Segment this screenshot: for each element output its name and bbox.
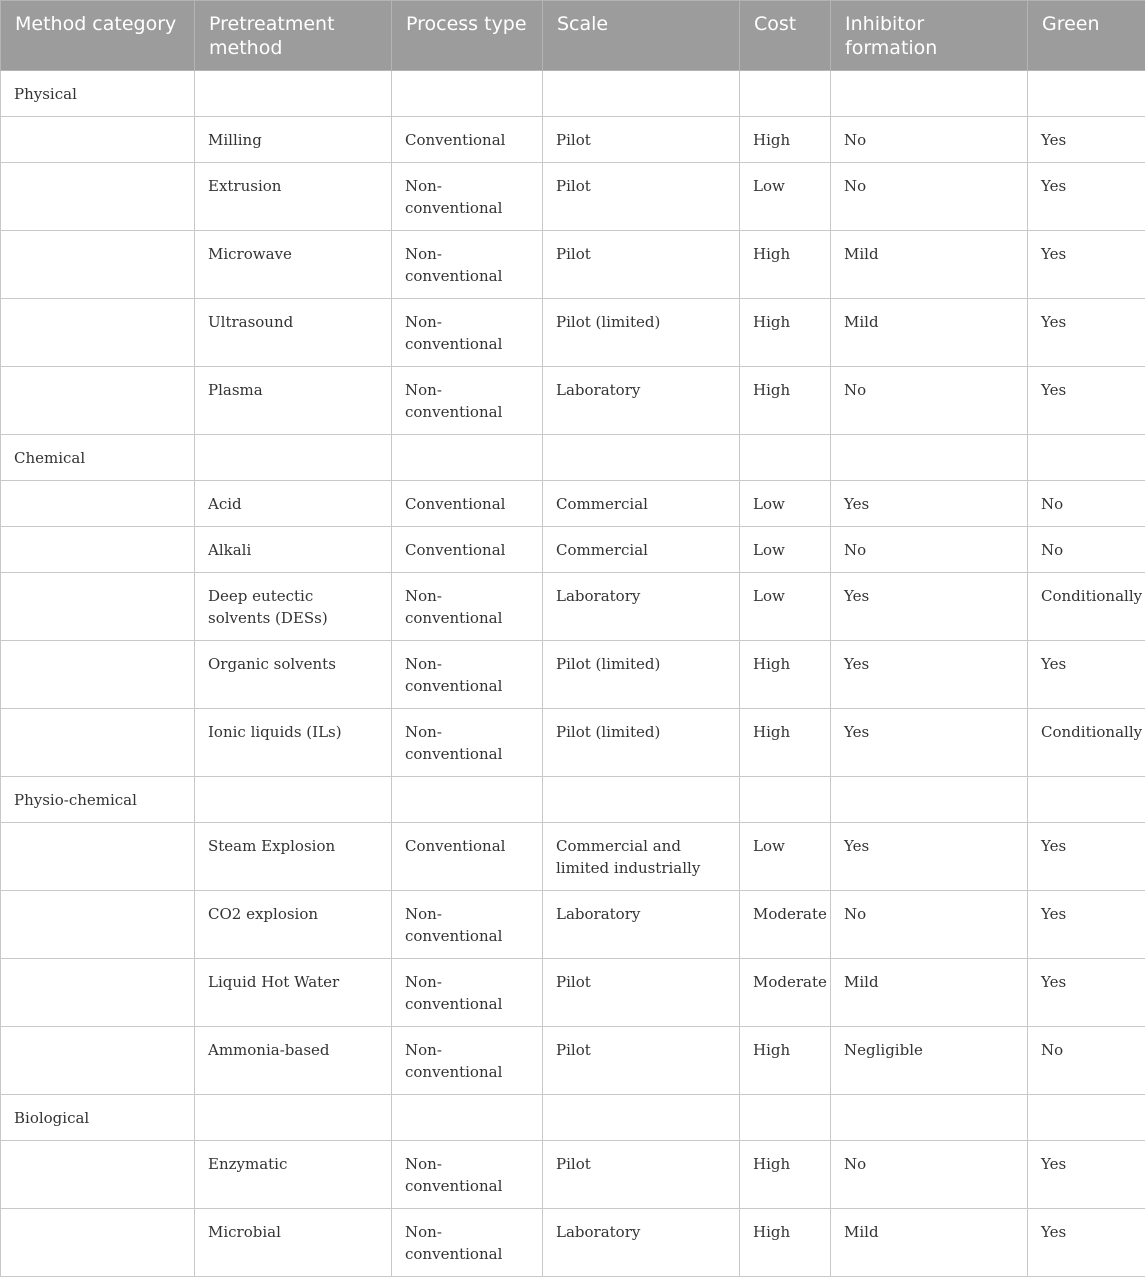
header-scale — [543, 1, 740, 71]
cell-green: No — [1028, 527, 1145, 573]
cell-scale: Commercial — [543, 527, 740, 573]
header-label-line-2: method — [209, 37, 282, 59]
cell-method-category: Physio-chemical — [1, 777, 195, 823]
cell-pretreatment-method: Extrusion — [195, 163, 392, 231]
table-row — [1, 709, 1145, 777]
cell-process-type: Non-conventional — [392, 1209, 543, 1277]
cell-green: Yes — [1028, 163, 1145, 231]
cell-green: Conditionally — [1028, 573, 1145, 641]
cell-process-type — [392, 71, 543, 117]
cell-green — [1028, 71, 1145, 117]
table-header — [1, 1, 1145, 71]
cell-method-category — [1, 1209, 195, 1277]
table-row — [1, 891, 1145, 959]
cell-green: Conditionally — [1028, 709, 1145, 777]
table-row — [1, 1027, 1145, 1095]
cell-pretreatment-method: Acid — [195, 481, 392, 527]
cell-process-type: Non-conventional — [392, 1141, 543, 1209]
table-row — [1, 1141, 1145, 1209]
category-row — [1, 435, 1145, 481]
cell-method-category: Physical — [1, 71, 195, 117]
cell-process-type: Non-conventional — [392, 163, 543, 231]
category-row — [1, 1095, 1145, 1141]
cell-process-type — [392, 435, 543, 481]
cell-inhibitor-formation: Mild — [831, 1209, 1028, 1277]
cell-method-category — [1, 163, 195, 231]
cell-pretreatment-method: Microbial — [195, 1209, 392, 1277]
cell-cost: High — [740, 1141, 831, 1209]
cell-method-category — [1, 117, 195, 163]
cell-inhibitor-formation — [831, 777, 1028, 823]
cell-method-category — [1, 481, 195, 527]
cell-inhibitor-formation: Yes — [831, 823, 1028, 891]
cell-green: Yes — [1028, 959, 1145, 1027]
table-row — [1, 527, 1145, 573]
table-row — [1, 231, 1145, 299]
cell-scale: Pilot (limited) — [543, 299, 740, 367]
cell-process-type: Non-conventional — [392, 1027, 543, 1095]
cell-inhibitor-formation — [831, 71, 1028, 117]
cell-green: Yes — [1028, 1209, 1145, 1277]
cell-green: Yes — [1028, 117, 1145, 163]
header-row — [1, 1, 1145, 71]
cell-scale: Commercial — [543, 481, 740, 527]
cell-green: Yes — [1028, 1141, 1145, 1209]
cell-scale: Pilot — [543, 163, 740, 231]
cell-process-type: Conventional — [392, 481, 543, 527]
cell-method-category: Chemical — [1, 435, 195, 481]
cell-method-category — [1, 1141, 195, 1209]
category-row — [1, 71, 1145, 117]
cell-inhibitor-formation: No — [831, 1141, 1028, 1209]
cell-inhibitor-formation: Negligible — [831, 1027, 1028, 1095]
cell-scale: Pilot — [543, 1027, 740, 1095]
cell-process-type: Non-conventional — [392, 641, 543, 709]
cell-cost: High — [740, 299, 831, 367]
cell-method-category — [1, 527, 195, 573]
cell-method-category — [1, 573, 195, 641]
cell-scale: Laboratory — [543, 367, 740, 435]
cell-process-type: Non-conventional — [392, 367, 543, 435]
cell-cost — [740, 71, 831, 117]
cell-method-category — [1, 641, 195, 709]
cell-scale: Pilot — [543, 117, 740, 163]
cell-scale: Pilot (limited) — [543, 641, 740, 709]
cell-process-type: Non-conventional — [392, 891, 543, 959]
cell-scale: Pilot — [543, 1141, 740, 1209]
cell-method-category — [1, 299, 195, 367]
cell-scale — [543, 435, 740, 481]
cell-process-type: Non-conventional — [392, 709, 543, 777]
cell-method-category: Biological — [1, 1095, 195, 1141]
cell-inhibitor-formation: No — [831, 527, 1028, 573]
cell-inhibitor-formation: No — [831, 117, 1028, 163]
cell-cost — [740, 1095, 831, 1141]
cell-process-type: Non-conventional — [392, 959, 543, 1027]
cell-pretreatment-method — [195, 1095, 392, 1141]
table-row — [1, 959, 1145, 1027]
cell-inhibitor-formation: Yes — [831, 641, 1028, 709]
cell-cost: High — [740, 231, 831, 299]
header-label: Cost — [754, 13, 796, 35]
cell-green: No — [1028, 481, 1145, 527]
cell-process-type: Non-conventional — [392, 231, 543, 299]
cell-scale: Pilot (limited) — [543, 709, 740, 777]
cell-green — [1028, 1095, 1145, 1141]
cell-pretreatment-method: Ammonia-based — [195, 1027, 392, 1095]
cell-pretreatment-method — [195, 777, 392, 823]
header-label: Process type — [406, 13, 527, 35]
cell-cost: High — [740, 1027, 831, 1095]
table-row — [1, 641, 1145, 709]
header-label-line-1: Pretreatment — [209, 13, 335, 35]
table-body — [1, 71, 1145, 1277]
cell-scale — [543, 1095, 740, 1141]
table-row — [1, 299, 1145, 367]
cell-scale: Laboratory — [543, 891, 740, 959]
cell-process-type: Non-conventional — [392, 299, 543, 367]
cell-method-category — [1, 231, 195, 299]
cell-process-type: Conventional — [392, 117, 543, 163]
cell-method-category — [1, 709, 195, 777]
cell-pretreatment-method: Organic solvents — [195, 641, 392, 709]
header-process-type — [392, 1, 543, 71]
cell-inhibitor-formation: Yes — [831, 709, 1028, 777]
cell-cost: Low — [740, 163, 831, 231]
cell-green: No — [1028, 1027, 1145, 1095]
cell-cost: Low — [740, 481, 831, 527]
cell-inhibitor-formation — [831, 435, 1028, 481]
cell-method-category — [1, 367, 195, 435]
table-row — [1, 117, 1145, 163]
cell-cost: High — [740, 641, 831, 709]
cell-inhibitor-formation: No — [831, 367, 1028, 435]
cell-method-category — [1, 823, 195, 891]
cell-cost: High — [740, 1209, 831, 1277]
cell-green — [1028, 435, 1145, 481]
cell-pretreatment-method: Ultrasound — [195, 299, 392, 367]
cell-inhibitor-formation: No — [831, 163, 1028, 231]
cell-green: Yes — [1028, 641, 1145, 709]
cell-pretreatment-method: Microwave — [195, 231, 392, 299]
cell-green: Yes — [1028, 823, 1145, 891]
header-label: Scale — [557, 13, 608, 35]
cell-cost: Moderate — [740, 959, 831, 1027]
cell-scale: Pilot — [543, 959, 740, 1027]
cell-pretreatment-method — [195, 71, 392, 117]
table-row — [1, 573, 1145, 641]
cell-inhibitor-formation — [831, 1095, 1028, 1141]
cell-pretreatment-method: Deep eutectic solvents (DESs) — [195, 573, 392, 641]
cell-inhibitor-formation: Yes — [831, 481, 1028, 527]
cell-inhibitor-formation: No — [831, 891, 1028, 959]
header-label-line-1: Inhibitor — [845, 13, 924, 35]
cell-scale: Laboratory — [543, 573, 740, 641]
cell-cost: Low — [740, 823, 831, 891]
cell-cost: Low — [740, 527, 831, 573]
cell-cost: High — [740, 709, 831, 777]
header-inhibitor-formation — [831, 1, 1028, 71]
cell-inhibitor-formation: Mild — [831, 231, 1028, 299]
cell-process-type — [392, 777, 543, 823]
header-cost — [740, 1, 831, 71]
category-row — [1, 777, 1145, 823]
cell-inhibitor-formation: Yes — [831, 573, 1028, 641]
cell-pretreatment-method: Liquid Hot Water — [195, 959, 392, 1027]
cell-scale — [543, 777, 740, 823]
cell-pretreatment-method: CO2 explosion — [195, 891, 392, 959]
cell-process-type: Conventional — [392, 527, 543, 573]
cell-cost — [740, 777, 831, 823]
cell-inhibitor-formation: Mild — [831, 959, 1028, 1027]
header-method-category — [1, 1, 195, 71]
cell-process-type — [392, 1095, 543, 1141]
table-row — [1, 823, 1145, 891]
cell-pretreatment-method: Plasma — [195, 367, 392, 435]
table-row — [1, 481, 1145, 527]
cell-green: Yes — [1028, 891, 1145, 959]
cell-inhibitor-formation: Mild — [831, 299, 1028, 367]
cell-green — [1028, 777, 1145, 823]
header-green — [1028, 1, 1145, 71]
cell-method-category — [1, 1027, 195, 1095]
cell-scale: Pilot — [543, 231, 740, 299]
table-row — [1, 163, 1145, 231]
header-label-line-2: formation — [845, 37, 937, 59]
cell-cost: Moderate — [740, 891, 831, 959]
cell-cost: High — [740, 367, 831, 435]
cell-process-type: Non-conventional — [392, 573, 543, 641]
table-row — [1, 1209, 1145, 1277]
cell-cost: High — [740, 117, 831, 163]
header-label: Green — [1042, 13, 1100, 35]
cell-cost — [740, 435, 831, 481]
cell-scale: Laboratory — [543, 1209, 740, 1277]
cell-scale: Commercial and limited industrially — [543, 823, 740, 891]
cell-pretreatment-method: Steam Explosion — [195, 823, 392, 891]
cell-pretreatment-method — [195, 435, 392, 481]
cell-pretreatment-method: Milling — [195, 117, 392, 163]
cell-scale — [543, 71, 740, 117]
cell-pretreatment-method: Alkali — [195, 527, 392, 573]
header-pretreatment-method — [195, 1, 392, 71]
cell-pretreatment-method: Ionic liquids (ILs) — [195, 709, 392, 777]
cell-process-type: Conventional — [392, 823, 543, 891]
cell-cost: Low — [740, 573, 831, 641]
cell-method-category — [1, 891, 195, 959]
cell-pretreatment-method: Enzymatic — [195, 1141, 392, 1209]
header-label: Method category — [15, 13, 176, 35]
table-row — [1, 367, 1145, 435]
cell-method-category — [1, 959, 195, 1027]
cell-green: Yes — [1028, 367, 1145, 435]
cell-green: Yes — [1028, 299, 1145, 367]
cell-green: Yes — [1028, 231, 1145, 299]
